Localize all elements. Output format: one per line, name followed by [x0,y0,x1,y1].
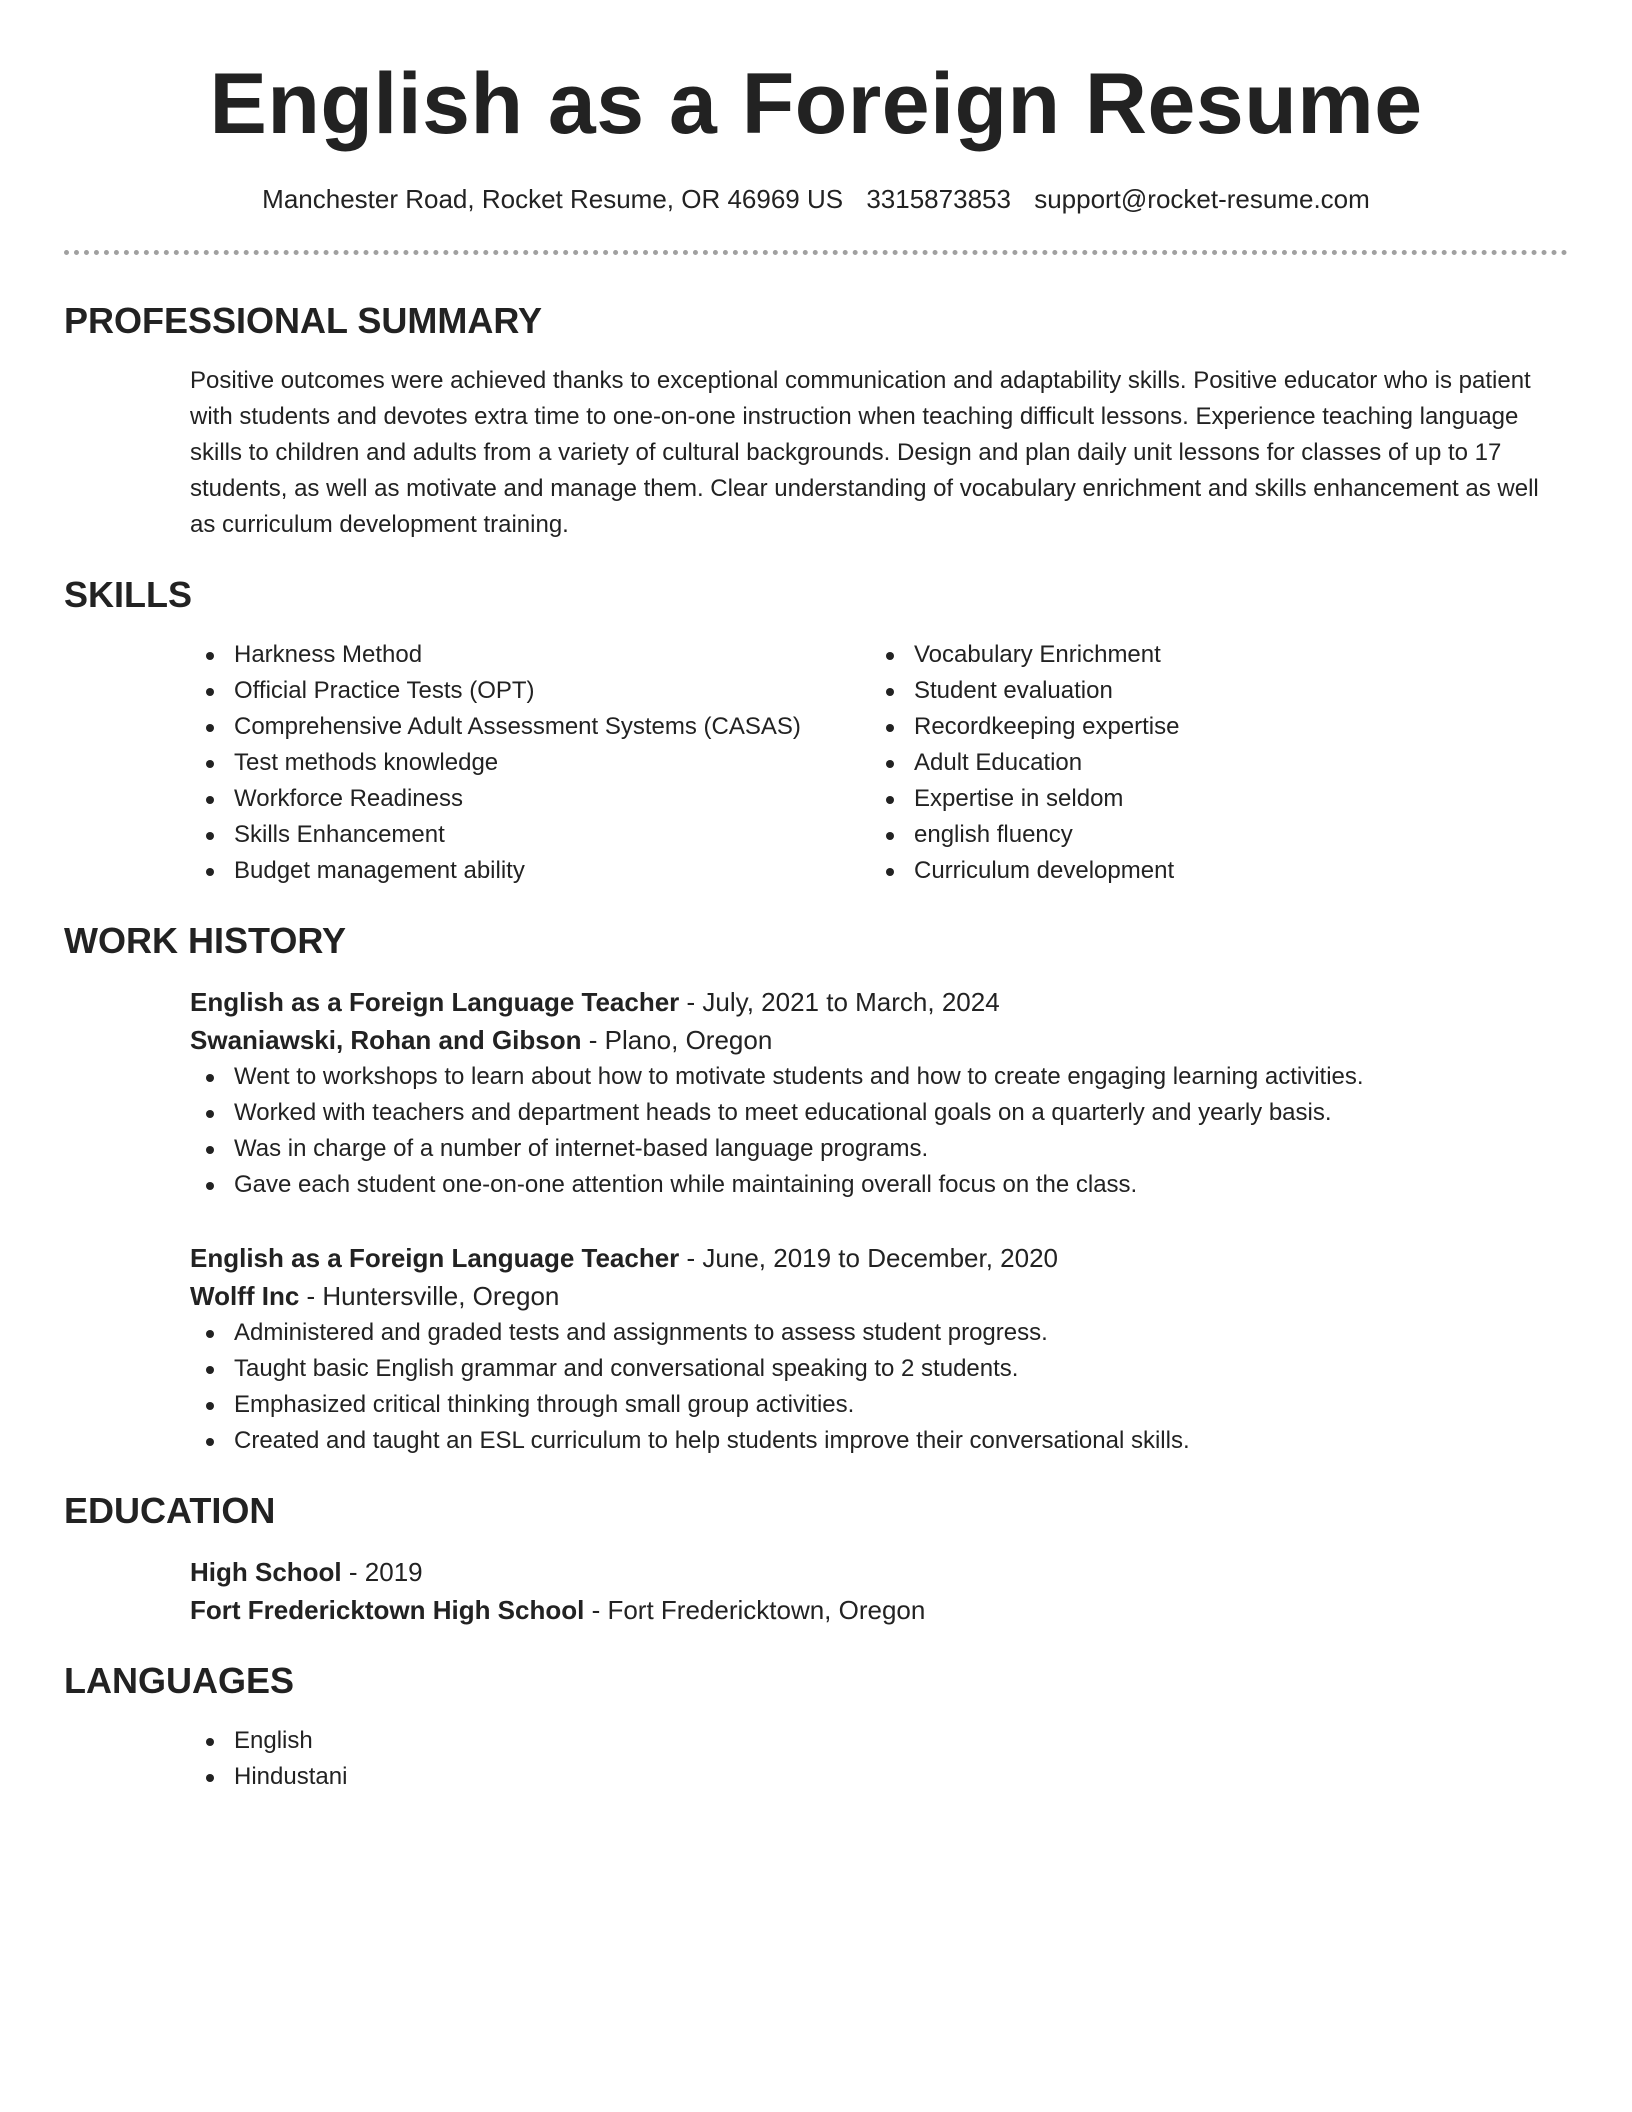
job-location: - Huntersville, Oregon [299,1281,560,1311]
job-role: English as a Foreign Language Teacher [190,987,680,1017]
job-company-line [190,1277,1568,1315]
job-duty: Worked with teachers and department heads to meet educational goals on a quarterly and yearly basis. [234,1095,1568,1131]
education-year: - 2019 [341,1557,423,1587]
skill-item: Workforce Readiness [234,781,870,817]
skills-body [190,637,1568,889]
skill-item: Vocabulary Enrichment [914,637,1550,673]
skill-item: Expertise in seldom [914,781,1550,817]
contact-phone: 3315873853 [866,184,1011,214]
job-company: Wolff Inc [190,1281,300,1311]
job-role: English as a Foreign Language Teacher [190,1243,680,1273]
job-duties [190,1315,1568,1459]
job-duty: Went to workshops to learn about how to motivate students and how to create engaging learning activities. [234,1059,1568,1095]
skills-grid [190,637,1568,889]
header-divider [64,250,1568,255]
job-company-line [190,1021,1568,1059]
skill-item: english fluency [914,817,1550,853]
skills-column-right [870,637,1550,889]
section-title-work: WORK HISTORY [64,920,347,961]
languages-body [190,1723,1568,1795]
skills-list-left [190,637,870,889]
education-body [190,1553,1568,1629]
language-item: Hindustani [234,1759,1568,1795]
education-degree-line [190,1553,1568,1591]
work-section [64,919,1568,1459]
education-school: Fort Fredericktown High School [190,1595,585,1625]
job-title-line [190,1239,1568,1277]
skill-item: Official Practice Tests (OPT) [234,673,870,709]
skill-item: Budget management ability [234,853,870,889]
job-company: Swaniawski, Rohan and Gibson [190,1025,582,1055]
job-duty: Was in charge of a number of internet-based language programs. [234,1131,1568,1167]
job-dates: - June, 2019 to December, 2020 [679,1243,1059,1273]
job-duty: Taught basic English grammar and conversational speaking to 2 students. [234,1351,1568,1387]
job-duty: Created and taught an ESL curriculum to help students improve their conversational skills. [234,1423,1568,1459]
job-entry [190,983,1568,1203]
section-title-summary: PROFESSIONAL SUMMARY [64,300,543,341]
section-title-languages: LANGUAGES [64,1660,295,1701]
summary-section [64,299,1568,543]
skill-item: Comprehensive Adult Assessment Systems (CASAS) [234,709,870,745]
education-school-line [190,1591,1568,1629]
section-title-education: EDUCATION [64,1490,276,1531]
job-duty: Gave each student one-on-one attention while maintaining overall focus on the class. [234,1167,1568,1203]
skill-item: Student evaluation [914,673,1550,709]
work-body [190,983,1568,1459]
job-location: - Plano, Oregon [581,1025,773,1055]
skill-item: Recordkeeping expertise [914,709,1550,745]
section-title-skills: SKILLS [64,574,193,615]
education-location: - Fort Fredericktown, Oregon [584,1595,926,1625]
skill-item: Skills Enhancement [234,817,870,853]
summary-body [190,363,1568,543]
skill-item: Harkness Method [234,637,870,673]
job-entry [190,1239,1568,1459]
resume-header [64,0,1568,255]
education-section [64,1489,1568,1629]
skills-column-left [190,637,870,889]
skills-list-right [870,637,1550,889]
job-duties [190,1059,1568,1203]
languages-section [64,1659,1568,1795]
job-duty: Emphasized critical thinking through small group activities. [234,1387,1568,1423]
job-dates: - July, 2021 to March, 2024 [679,987,1000,1017]
skill-item: Adult Education [914,745,1550,781]
job-duty: Administered and graded tests and assignments to assess student progress. [234,1315,1568,1351]
languages-list [190,1723,1568,1795]
contact-email: support@rocket-resume.com [1034,184,1370,214]
skill-item: Test methods knowledge [234,745,870,781]
skills-section [64,573,1568,889]
job-title-line [190,983,1568,1021]
contact-line [64,182,1568,216]
resume-name: English as a Foreign Resume [209,56,1423,152]
language-item: English [234,1723,1568,1759]
skill-item: Curriculum development [914,853,1550,889]
summary-text: Positive outcomes were achieved thanks to exceptional communication and adaptability skills. Positive educator who is patient with students and devotes extra time to one-on-one instruction when teaching difficult lessons. Experience teaching language skills to children and adults from a variety of cultural backgrounds. Design and plan daily unit lessons for classes of up to 17 students, as well as motivate and manage them. Clear understanding of vocabulary enrichment and skills enhancement as well as curriculum development training. [190,367,1539,538]
contact-address: Manchester Road, Rocket Resume, OR 46969 US [262,184,844,214]
education-degree: High School [190,1557,342,1587]
